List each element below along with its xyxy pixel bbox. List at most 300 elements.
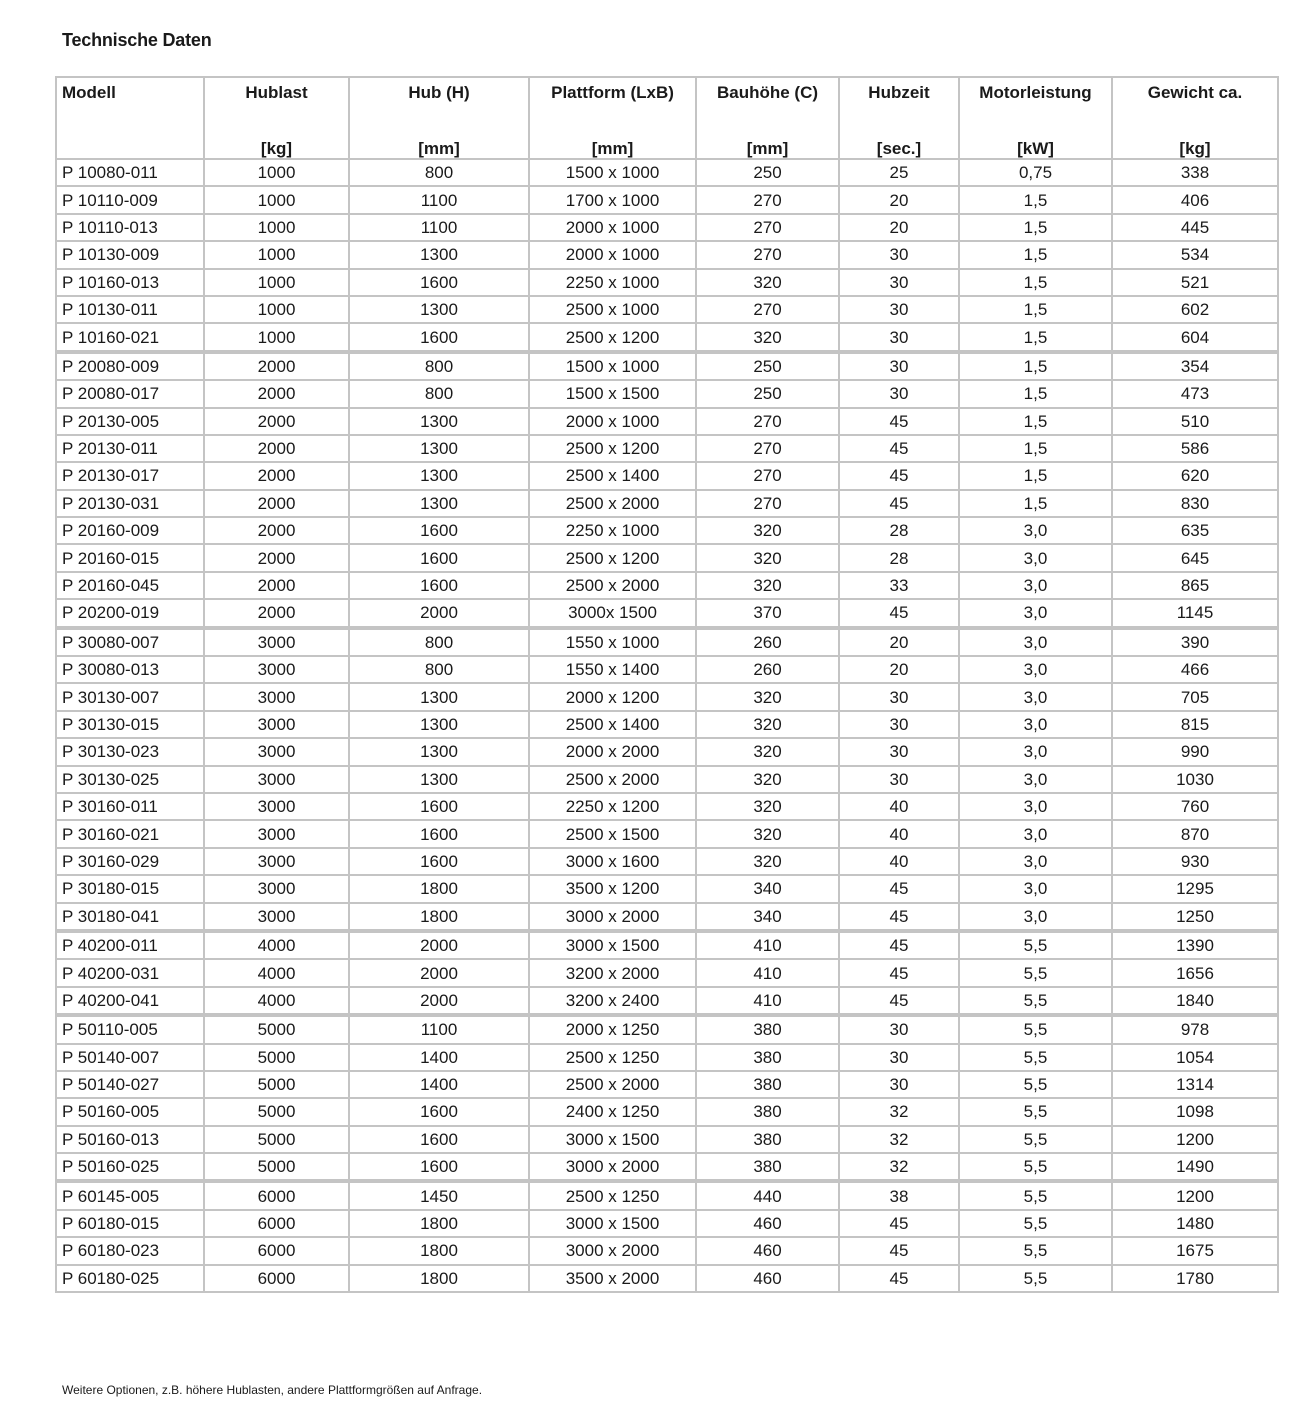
table-cell: 2000	[204, 462, 349, 489]
table-cell: 3000 x 2000	[529, 1237, 696, 1264]
table-cell: 460	[696, 1265, 839, 1292]
table-cell: 466	[1112, 656, 1278, 683]
table-cell: 5,5	[959, 987, 1112, 1015]
table-row	[56, 296, 1278, 323]
model-cell: P 30180-041	[56, 903, 204, 931]
table-cell: 270	[696, 462, 839, 489]
table-cell: 2500 x 1000	[529, 296, 696, 323]
table-cell: 20	[839, 186, 959, 213]
table-cell: 3,0	[959, 903, 1112, 931]
header-label: Hubzeit	[868, 83, 930, 102]
table-cell: 1054	[1112, 1044, 1278, 1071]
model-cell: P 50140-007	[56, 1044, 204, 1071]
table-row	[56, 159, 1278, 186]
table-row	[56, 269, 1278, 296]
model-cell: P 20080-017	[56, 380, 204, 407]
header-cell	[959, 77, 1112, 159]
table-cell: 320	[696, 323, 839, 351]
table-cell: 38	[839, 1181, 959, 1209]
table-cell: 320	[696, 766, 839, 793]
table-cell: 410	[696, 959, 839, 986]
model-cell: P 60180-025	[56, 1265, 204, 1292]
table-cell: 1000	[204, 186, 349, 213]
table-cell: 3000	[204, 683, 349, 710]
model-cell: P 20130-017	[56, 462, 204, 489]
table-cell: 5,5	[959, 1015, 1112, 1043]
table-cell: 3,0	[959, 766, 1112, 793]
table-cell: 5000	[204, 1153, 349, 1181]
table-cell: 45	[839, 959, 959, 986]
model-cell: P 60180-015	[56, 1210, 204, 1237]
table-cell: 30	[839, 269, 959, 296]
model-cell: P 20080-009	[56, 352, 204, 380]
footnote: Weitere Optionen, z.B. höhere Hublasten, andere Plattformgrößen auf Anfrage.	[62, 1383, 483, 1397]
table-cell: 3,0	[959, 848, 1112, 875]
table-cell: 1600	[349, 269, 529, 296]
table-row	[56, 1126, 1278, 1153]
table-cell: 380	[696, 1153, 839, 1181]
header-label: Bauhöhe (C)	[716, 83, 819, 102]
table-cell: 1000	[204, 159, 349, 186]
table-cell: 3000 x 1500	[529, 1210, 696, 1237]
header-unit: [mm]	[418, 139, 460, 158]
page-title: Technische Daten	[62, 30, 212, 50]
table-cell: 6000	[204, 1181, 349, 1209]
header-row	[56, 77, 1278, 159]
model-cell: P 10080-011	[56, 159, 204, 186]
table-cell: 5000	[204, 1098, 349, 1125]
table-cell: 990	[1112, 738, 1278, 765]
table-cell: 1,5	[959, 296, 1112, 323]
table-cell: 1,5	[959, 435, 1112, 462]
table-cell: 865	[1112, 572, 1278, 599]
table-cell: 40	[839, 820, 959, 847]
table-cell: 32	[839, 1098, 959, 1125]
table-cell: 6000	[204, 1265, 349, 1292]
table-cell: 1300	[349, 683, 529, 710]
table-cell: 1500 x 1500	[529, 380, 696, 407]
table-cell: 2500 x 1200	[529, 435, 696, 462]
table-cell: 2500 x 1400	[529, 711, 696, 738]
table-cell: 800	[349, 656, 529, 683]
table-cell: 5,5	[959, 931, 1112, 959]
table-cell: 2000	[204, 544, 349, 571]
table-cell: 1800	[349, 1265, 529, 1292]
table-cell: 5000	[204, 1044, 349, 1071]
table-cell: 2000	[204, 599, 349, 627]
table-cell: 1,5	[959, 214, 1112, 241]
table-row	[56, 987, 1278, 1015]
table-cell: 3000 x 2000	[529, 1153, 696, 1181]
table-cell: 32	[839, 1153, 959, 1181]
table-cell: 45	[839, 435, 959, 462]
technical-data-table	[55, 76, 1279, 1293]
table-cell: 30	[839, 711, 959, 738]
table-cell: 1675	[1112, 1237, 1278, 1264]
table-row	[56, 323, 1278, 351]
table-cell: 1400	[349, 1071, 529, 1098]
model-cell: P 50160-025	[56, 1153, 204, 1181]
table-cell: 320	[696, 683, 839, 710]
model-cell: P 30130-023	[56, 738, 204, 765]
header-unit: [kg]	[260, 139, 293, 158]
table-cell: 3000	[204, 711, 349, 738]
table-cell: 320	[696, 711, 839, 738]
table-cell: 1550 x 1000	[529, 628, 696, 656]
table-cell: 6000	[204, 1237, 349, 1264]
table-cell: 380	[696, 1044, 839, 1071]
table-cell: 390	[1112, 628, 1278, 656]
table-cell: 270	[696, 186, 839, 213]
model-cell: P 40200-031	[56, 959, 204, 986]
table-cell: 2000	[204, 352, 349, 380]
table-row	[56, 1181, 1278, 1209]
table-cell: 1300	[349, 435, 529, 462]
table-cell: 45	[839, 1210, 959, 1237]
header-label: Gewicht ca.	[1147, 83, 1243, 102]
table-cell: 270	[696, 408, 839, 435]
model-cell: P 60145-005	[56, 1181, 204, 1209]
table-cell: 3,0	[959, 656, 1112, 683]
table-row	[56, 683, 1278, 710]
table-cell: 602	[1112, 296, 1278, 323]
table-cell: 2500 x 1200	[529, 544, 696, 571]
table-cell: 1,5	[959, 352, 1112, 380]
table-cell: 0,75	[959, 159, 1112, 186]
table-cell: 1490	[1112, 1153, 1278, 1181]
model-cell: P 40200-011	[56, 931, 204, 959]
table-cell: 5,5	[959, 1126, 1112, 1153]
model-cell: P 10130-009	[56, 241, 204, 268]
table-cell: 320	[696, 793, 839, 820]
table-cell: 30	[839, 1015, 959, 1043]
table-cell: 5,5	[959, 1210, 1112, 1237]
model-cell: P 10160-021	[56, 323, 204, 351]
table-cell: 3,0	[959, 820, 1112, 847]
table-cell: 260	[696, 656, 839, 683]
table-cell: 1800	[349, 875, 529, 902]
table-cell: 5000	[204, 1126, 349, 1153]
table-cell: 800	[349, 380, 529, 407]
table-cell: 3000	[204, 793, 349, 820]
table-cell: 30	[839, 1044, 959, 1071]
table-cell: 30	[839, 683, 959, 710]
table-cell: 1300	[349, 408, 529, 435]
model-cell: P 20160-015	[56, 544, 204, 571]
table-cell: 1100	[349, 214, 529, 241]
model-cell: P 30160-021	[56, 820, 204, 847]
table-cell: 45	[839, 987, 959, 1015]
table-cell: 2000 x 1000	[529, 408, 696, 435]
table-row	[56, 462, 1278, 489]
table-cell: 2250 x 1000	[529, 517, 696, 544]
table-cell: 1550 x 1400	[529, 656, 696, 683]
table-cell: 1200	[1112, 1126, 1278, 1153]
table-cell: 2250 x 1000	[529, 269, 696, 296]
table-cell: 2500 x 1500	[529, 820, 696, 847]
model-cell: P 30130-015	[56, 711, 204, 738]
table-cell: 45	[839, 875, 959, 902]
table-cell: 1300	[349, 462, 529, 489]
table-cell: 3000	[204, 875, 349, 902]
table-cell: 1,5	[959, 186, 1112, 213]
model-cell: P 50110-005	[56, 1015, 204, 1043]
table-cell: 28	[839, 544, 959, 571]
model-cell: P 20160-009	[56, 517, 204, 544]
header-unit: [kg]	[1179, 139, 1211, 158]
table-cell: 800	[349, 352, 529, 380]
table-cell: 2500 x 2000	[529, 572, 696, 599]
table-cell: 1,5	[959, 408, 1112, 435]
header-cell	[1112, 77, 1278, 159]
table-cell: 620	[1112, 462, 1278, 489]
table-row	[56, 186, 1278, 213]
table-cell: 3000 x 1600	[529, 848, 696, 875]
model-cell: P 10110-009	[56, 186, 204, 213]
table-row	[56, 1210, 1278, 1237]
header-unit: [mm]	[591, 139, 634, 158]
model-cell: P 20200-019	[56, 599, 204, 627]
model-cell: P 50140-027	[56, 1071, 204, 1098]
table-cell: 1600	[349, 793, 529, 820]
table-cell: 1098	[1112, 1098, 1278, 1125]
table-row	[56, 820, 1278, 847]
table-cell: 5,5	[959, 959, 1112, 986]
table-cell: 1600	[349, 820, 529, 847]
table-cell: 260	[696, 628, 839, 656]
header-cell	[56, 77, 204, 159]
table-cell: 2000 x 1250	[529, 1015, 696, 1043]
table-cell: 320	[696, 269, 839, 296]
table-cell: 6000	[204, 1210, 349, 1237]
table-row	[56, 1071, 1278, 1098]
table-cell: 270	[696, 296, 839, 323]
table-cell: 320	[696, 572, 839, 599]
table-cell: 32	[839, 1126, 959, 1153]
table-cell: 20	[839, 628, 959, 656]
table-cell: 2400 x 1250	[529, 1098, 696, 1125]
table-cell: 250	[696, 380, 839, 407]
table-cell: 445	[1112, 214, 1278, 241]
table-cell: 3,0	[959, 544, 1112, 571]
table-cell: 2000	[204, 435, 349, 462]
table-cell: 3000	[204, 820, 349, 847]
table-cell: 3,0	[959, 793, 1112, 820]
table-cell: 1600	[349, 1126, 529, 1153]
table-row	[56, 848, 1278, 875]
table-row	[56, 1237, 1278, 1264]
table-cell: 1600	[349, 572, 529, 599]
table-cell: 2000	[204, 408, 349, 435]
table-cell: 930	[1112, 848, 1278, 875]
table-cell: 1,5	[959, 490, 1112, 517]
table-cell: 1100	[349, 1015, 529, 1043]
table-cell: 1030	[1112, 766, 1278, 793]
table-cell: 5,5	[959, 1098, 1112, 1125]
table-cell: 1314	[1112, 1071, 1278, 1098]
table-cell: 645	[1112, 544, 1278, 571]
table-cell: 1300	[349, 490, 529, 517]
table-cell: 2500 x 1400	[529, 462, 696, 489]
table-cell: 1600	[349, 848, 529, 875]
table-cell: 1000	[204, 296, 349, 323]
table-cell: 1600	[349, 1098, 529, 1125]
table-cell: 3000	[204, 766, 349, 793]
table-cell: 45	[839, 490, 959, 517]
table-cell: 30	[839, 296, 959, 323]
table-cell: 45	[839, 462, 959, 489]
table-row	[56, 1098, 1278, 1125]
table-cell: 3200 x 2400	[529, 987, 696, 1015]
table-cell: 1000	[204, 214, 349, 241]
header-label: Plattform (LxB)	[551, 83, 674, 102]
table-cell: 1400	[349, 1044, 529, 1071]
table-cell: 2000	[349, 959, 529, 986]
table-row	[56, 656, 1278, 683]
table-cell: 1,5	[959, 269, 1112, 296]
table-cell: 5,5	[959, 1071, 1112, 1098]
table-cell: 1500 x 1000	[529, 159, 696, 186]
table-cell: 800	[349, 159, 529, 186]
table-cell: 410	[696, 931, 839, 959]
table-row	[56, 1044, 1278, 1071]
table-cell: 760	[1112, 793, 1278, 820]
table-cell: 1840	[1112, 987, 1278, 1015]
table-cell: 2000 x 1000	[529, 241, 696, 268]
table-cell: 4000	[204, 931, 349, 959]
table-cell: 3000	[204, 848, 349, 875]
table-cell: 1390	[1112, 931, 1278, 959]
table-cell: 2000	[349, 931, 529, 959]
table-row	[56, 931, 1278, 959]
table-cell: 1700 x 1000	[529, 186, 696, 213]
header-cell	[349, 77, 529, 159]
table-cell: 30	[839, 380, 959, 407]
table-row	[56, 1015, 1278, 1043]
table-cell: 2000 x 1000	[529, 214, 696, 241]
table-cell: 3000 x 2000	[529, 903, 696, 931]
model-cell: P 10110-013	[56, 214, 204, 241]
table-cell: 370	[696, 599, 839, 627]
table-cell: 1450	[349, 1181, 529, 1209]
header-unit: [kW]	[1017, 139, 1054, 158]
table-cell: 1780	[1112, 1265, 1278, 1292]
table-cell: 1250	[1112, 903, 1278, 931]
table-cell: 45	[839, 903, 959, 931]
table-cell: 30	[839, 241, 959, 268]
table-body	[56, 159, 1278, 1292]
table-cell: 380	[696, 1126, 839, 1153]
table-cell: 3,0	[959, 572, 1112, 599]
table-cell: 1600	[349, 323, 529, 351]
table-cell: 20	[839, 656, 959, 683]
model-cell: P 50160-013	[56, 1126, 204, 1153]
table-cell: 2000 x 1200	[529, 683, 696, 710]
table-cell: 45	[839, 931, 959, 959]
table-cell: 30	[839, 323, 959, 351]
table-cell: 30	[839, 352, 959, 380]
table-cell: 5,5	[959, 1153, 1112, 1181]
table-cell: 604	[1112, 323, 1278, 351]
table-cell: 45	[839, 599, 959, 627]
table-cell: 5,5	[959, 1237, 1112, 1264]
table-cell: 2500 x 2000	[529, 1071, 696, 1098]
header-cell	[529, 77, 696, 159]
table-cell: 2000	[204, 490, 349, 517]
table-cell: 3000	[204, 738, 349, 765]
model-cell: P 40200-041	[56, 987, 204, 1015]
table-cell: 1480	[1112, 1210, 1278, 1237]
table-cell: 1600	[349, 1153, 529, 1181]
table-cell: 1,5	[959, 380, 1112, 407]
table-cell: 320	[696, 544, 839, 571]
table-cell: 2000	[204, 380, 349, 407]
table-cell: 406	[1112, 186, 1278, 213]
table-cell: 2500 x 1200	[529, 323, 696, 351]
table-cell: 1600	[349, 517, 529, 544]
model-cell: P 20130-031	[56, 490, 204, 517]
table-cell: 3200 x 2000	[529, 959, 696, 986]
table-cell: 1,5	[959, 241, 1112, 268]
table-row	[56, 435, 1278, 462]
table-cell: 3000	[204, 628, 349, 656]
header-label: Modell	[62, 83, 116, 102]
table-cell: 4000	[204, 959, 349, 986]
header-cell	[204, 77, 349, 159]
table-cell: 2500 x 1250	[529, 1181, 696, 1209]
table-cell: 1,5	[959, 323, 1112, 351]
table-cell: 830	[1112, 490, 1278, 517]
table-cell: 2000	[204, 572, 349, 599]
model-cell: P 20160-045	[56, 572, 204, 599]
table-cell: 1300	[349, 711, 529, 738]
header-label: Motorleistung	[979, 83, 1092, 102]
table-cell: 635	[1112, 517, 1278, 544]
table-cell: 1145	[1112, 599, 1278, 627]
table-cell: 1,5	[959, 462, 1112, 489]
model-cell: P 20130-011	[56, 435, 204, 462]
model-cell: P 30160-029	[56, 848, 204, 875]
table-row	[56, 875, 1278, 902]
table-cell: 40	[839, 793, 959, 820]
table-cell: 30	[839, 738, 959, 765]
table-row	[56, 352, 1278, 380]
table-cell: 2500 x 2000	[529, 490, 696, 517]
table-cell: 3000	[204, 656, 349, 683]
table-cell: 33	[839, 572, 959, 599]
table-cell: 1800	[349, 1210, 529, 1237]
table-cell: 1100	[349, 186, 529, 213]
table-cell: 1000	[204, 241, 349, 268]
table-cell: 2500 x 2000	[529, 766, 696, 793]
table-cell: 1000	[204, 323, 349, 351]
table-cell: 473	[1112, 380, 1278, 407]
table-row	[56, 628, 1278, 656]
table-cell: 340	[696, 903, 839, 931]
table-row	[56, 766, 1278, 793]
table-cell: 440	[696, 1181, 839, 1209]
table-cell: 340	[696, 875, 839, 902]
table-cell: 2000	[204, 517, 349, 544]
table-cell: 320	[696, 517, 839, 544]
table-row	[56, 959, 1278, 986]
table-cell: 3,0	[959, 738, 1112, 765]
table-cell: 250	[696, 159, 839, 186]
table-cell: 2000	[349, 599, 529, 627]
table-cell: 380	[696, 1015, 839, 1043]
table-row	[56, 599, 1278, 627]
header-cell	[839, 77, 959, 159]
